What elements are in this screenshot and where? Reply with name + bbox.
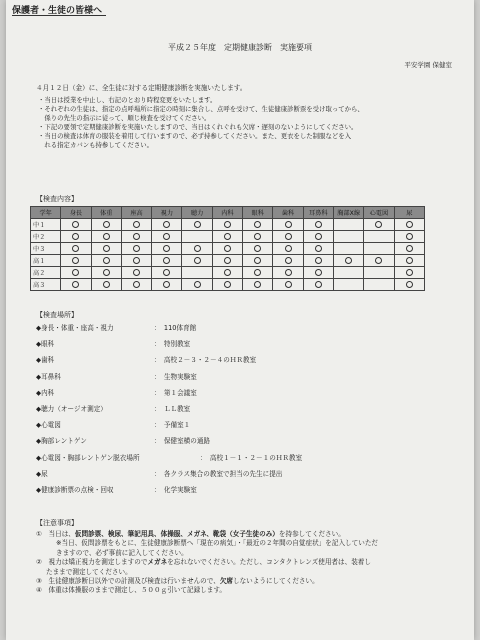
circle-mark-icon [163, 233, 170, 240]
places-list [36, 322, 456, 500]
circle-mark-icon [254, 245, 261, 252]
notes-heading: 【注意事項】 [36, 519, 78, 527]
exam-cell [364, 243, 394, 255]
circle-mark-icon [103, 257, 110, 264]
exam-grade-cell: 中３ [31, 243, 61, 255]
circle-mark-icon [224, 269, 231, 276]
exam-grade-cell: 中１ [31, 219, 61, 231]
intro-line: ・それぞれの生徒は、指定の点呼場所に指定の時刻に集合し、点呼を受けて、生徒健康診断票を受け取ってから、 [38, 105, 364, 113]
exam-column-header: 学年 [31, 207, 61, 219]
circle-mark-icon [194, 281, 201, 288]
salutation-underline [12, 15, 106, 16]
exam-cell [121, 243, 151, 255]
exam-cell [303, 255, 333, 267]
exam-row [31, 231, 425, 243]
exam-cell [303, 219, 333, 231]
exam-cell [394, 255, 424, 267]
circle-mark-icon [254, 257, 261, 264]
exam-row [31, 267, 425, 279]
exam-heading: 【検査内容】 [36, 195, 78, 203]
place-item-name: ◆心電図・胸部レントゲン脱衣場所 [36, 453, 140, 462]
circle-mark-icon [133, 245, 140, 252]
exam-cell [91, 255, 121, 267]
exam-column-header: 視力 [152, 207, 182, 219]
exam-cell [152, 219, 182, 231]
circle-mark-icon [133, 269, 140, 276]
place-item-name: ◆聴力（オージオ測定） [36, 404, 107, 413]
exam-column-header: 体重 [91, 207, 121, 219]
circle-mark-icon [194, 245, 201, 252]
exam-cell [273, 267, 303, 279]
place-row [36, 338, 456, 354]
exam-cell [61, 267, 91, 279]
intro-line: ・当日は授業を中止し、右記のとおり時程変更をいたします。 [38, 96, 217, 104]
exam-cell [152, 231, 182, 243]
exam-column-header: 歯科 [273, 207, 303, 219]
place-item-name: ◆健康診断票の点検・回収 [36, 485, 114, 494]
place-item-name: ◆内科 [36, 388, 55, 397]
circle-mark-icon [406, 257, 413, 264]
circle-mark-icon [285, 221, 292, 228]
exam-column-header: 尿 [394, 207, 424, 219]
place-location: ： 第１会議室 [154, 388, 197, 397]
circle-mark-icon [315, 221, 322, 228]
circle-mark-icon [103, 281, 110, 288]
place-item-name: ◆身長・体重・座高・視力 [36, 324, 114, 332]
exam-cell [182, 267, 212, 279]
exam-cell [243, 243, 273, 255]
place-location: ： 予備室１ [154, 421, 191, 430]
circle-mark-icon [224, 233, 231, 240]
exam-column-header: 聴力 [182, 207, 212, 219]
exam-table-header-row [31, 207, 425, 219]
exam-cell [394, 243, 424, 255]
exam-column-header: 内科 [212, 207, 242, 219]
exam-column-header: 胸部X線 [333, 207, 363, 219]
place-row [36, 452, 456, 468]
circle-mark-icon [285, 281, 292, 288]
circle-mark-icon [285, 233, 292, 240]
circle-mark-icon [406, 221, 413, 228]
place-item-name: ◆眼科 [36, 340, 55, 349]
place-row [36, 354, 456, 370]
exam-cell [394, 231, 424, 243]
circle-mark-icon [285, 245, 292, 252]
place-location: ： 高校２－３・２－４のＨＲ教室 [154, 356, 257, 365]
exam-cell [212, 267, 242, 279]
circle-mark-icon [72, 257, 79, 264]
circle-mark-icon [375, 257, 382, 264]
document-title: 平成２５年度 定期健康診断 実施要項 [168, 43, 312, 52]
exam-cell [91, 243, 121, 255]
exam-cell [121, 279, 151, 291]
circle-mark-icon [224, 257, 231, 264]
place-item-name: ◆胸部レントゲン [36, 437, 87, 446]
exam-cell [91, 219, 121, 231]
circle-mark-icon [406, 233, 413, 240]
salutation: 保護者・生徒の皆様へ [12, 6, 103, 16]
exam-cell [212, 219, 242, 231]
exam-table [30, 206, 425, 291]
exam-cell [333, 219, 363, 231]
place-row [36, 403, 456, 419]
exam-cell [61, 255, 91, 267]
exam-cell [394, 267, 424, 279]
circle-mark-icon [224, 221, 231, 228]
circle-mark-icon [163, 245, 170, 252]
exam-cell [121, 231, 151, 243]
exam-cell [121, 255, 151, 267]
exam-cell [212, 255, 242, 267]
note-1-sub: きますので、必ず事前に記入してください。 [56, 548, 188, 557]
exam-cell [182, 219, 212, 231]
exam-cell [333, 255, 363, 267]
note-2-emphasis: メガネ [147, 558, 168, 567]
place-row [36, 371, 456, 387]
place-row [36, 419, 456, 435]
circle-mark-icon [315, 257, 322, 264]
exam-cell [303, 231, 333, 243]
exam-cell [303, 267, 333, 279]
exam-cell [394, 279, 424, 291]
intro-line: ・下記の要領で定期健康診断を実施いたしますので、当日はくれぐれも欠席・遅刻のないようにしてください。 [38, 123, 358, 131]
circle-mark-icon [254, 221, 261, 228]
note-1-emphasis: 仮問診票、検尿、筆記用具、体操服、メガネ、靴袋（女子生徒のみ） [74, 530, 279, 538]
circle-mark-icon [224, 245, 231, 252]
exam-cell [333, 267, 363, 279]
circle-mark-icon [133, 257, 140, 264]
circle-mark-icon [285, 257, 292, 264]
place-location: ： ＬＬ教室 [154, 404, 191, 413]
place-item-name: ◆歯科 [36, 356, 55, 365]
exam-row [31, 243, 425, 255]
place-location: ： 110体育館 [154, 324, 197, 332]
exam-cell [212, 231, 242, 243]
exam-column-header: 心電図 [364, 207, 394, 219]
place-item-name: ◆耳鼻科 [36, 372, 61, 381]
circle-mark-icon [133, 233, 140, 240]
intro-block [38, 96, 364, 150]
place-location: ： 特別教室 [154, 340, 191, 349]
exam-cell [333, 231, 363, 243]
place-location: ： 生物実験室 [154, 372, 197, 381]
circle-mark-icon [163, 281, 170, 288]
exam-column-header: 眼科 [243, 207, 273, 219]
intro-line: 係りの先生の指示に従って、順じ検査を受けてください。 [38, 114, 211, 122]
intro-line: ・当日の検査は体育の服装を着用して行いますので、必ず持参してください。また、更衣をした制服などを入 [38, 132, 352, 140]
exam-cell [273, 255, 303, 267]
circle-mark-icon [103, 221, 110, 228]
exam-cell [333, 243, 363, 255]
circle-mark-icon [315, 233, 322, 240]
exam-cell [182, 279, 212, 291]
exam-row [31, 219, 425, 231]
exam-cell [182, 243, 212, 255]
place-location: ： 化学実験室 [154, 485, 197, 494]
circle-mark-icon [72, 269, 79, 276]
exam-cell [121, 219, 151, 231]
circle-mark-icon [103, 233, 110, 240]
exam-cell [212, 243, 242, 255]
exam-cell [243, 255, 273, 267]
exam-cell [243, 219, 273, 231]
circle-mark-icon [72, 281, 79, 288]
note-3: ③ 生徒健康診断日以外での計測及び検査は行いませんので、欠席しないようにしてください。 [36, 577, 319, 586]
circle-mark-icon [406, 245, 413, 252]
exam-cell [273, 231, 303, 243]
exam-cell [61, 231, 91, 243]
note-4: ④ 体重は体操服のままで測定し、５００ｇ引いて記録します。 [36, 586, 227, 595]
exam-cell [152, 267, 182, 279]
exam-cell [333, 279, 363, 291]
circle-mark-icon [224, 281, 231, 288]
circle-mark-icon [315, 281, 322, 288]
exam-cell [364, 231, 394, 243]
exam-cell [273, 243, 303, 255]
circle-mark-icon [375, 221, 382, 228]
place-row [36, 322, 456, 338]
place-location: ： 高校１－１・２－１のＨＲ教室 [200, 453, 303, 462]
issuer: 平安学園 保健室 [404, 61, 452, 69]
circle-mark-icon [72, 233, 79, 240]
note-1-sub: ※当日、仮問診票をもとに、生徒健康診断票へ「現在の病気」・「最近の２年間の自覚症状」を記入していただ [56, 539, 379, 548]
exam-cell [303, 243, 333, 255]
circle-mark-icon [133, 221, 140, 228]
exam-cell [364, 255, 394, 267]
place-item-name: ◆心電図 [36, 421, 61, 430]
exam-cell [243, 279, 273, 291]
exam-cell [61, 279, 91, 291]
note-3-emphasis: 欠席 [219, 577, 233, 586]
exam-row [31, 279, 425, 291]
exam-cell [182, 231, 212, 243]
exam-grade-cell: 高２ [31, 267, 61, 279]
circle-mark-icon [194, 257, 201, 264]
note-2: ② 視力は矯正視力を測定しますのでメガネを忘れないでください。ただし、コンタクトレンズ使用者は、装着し [36, 558, 371, 567]
exam-cell [212, 279, 242, 291]
exam-table-body [31, 219, 425, 291]
circle-mark-icon [315, 269, 322, 276]
exam-cell [364, 279, 394, 291]
exam-cell [243, 267, 273, 279]
intro-line: れる指定カバンも持参してください。 [38, 141, 154, 149]
circle-mark-icon [285, 269, 292, 276]
circle-mark-icon [345, 257, 352, 264]
circle-mark-icon [163, 221, 170, 228]
place-location: ： 各クラス集合の教室で担当の先生に提出 [154, 469, 283, 478]
circle-mark-icon [72, 221, 79, 228]
exam-cell [273, 279, 303, 291]
document-page [6, 0, 474, 640]
circle-mark-icon [315, 245, 322, 252]
circle-mark-icon [406, 281, 413, 288]
places-heading: 【検査場所】 [36, 311, 78, 319]
circle-mark-icon [406, 269, 413, 276]
place-row [36, 468, 456, 484]
place-row [36, 484, 456, 500]
exam-cell [61, 243, 91, 255]
notes-list [36, 530, 474, 596]
exam-column-header: 座高 [121, 207, 151, 219]
exam-cell [364, 219, 394, 231]
exam-row [31, 255, 425, 267]
exam-cell [273, 219, 303, 231]
exam-cell [91, 231, 121, 243]
exam-column-header: 身長 [61, 207, 91, 219]
exam-grade-cell: 中２ [31, 231, 61, 243]
exam-cell [61, 219, 91, 231]
place-item-name: ◆尿 [36, 469, 48, 478]
place-row [36, 435, 456, 451]
note-1: ① 当日は、仮問診票、検尿、筆記用具、体操服、メガネ、靴袋（女子生徒のみ）を持参してください。 [36, 530, 345, 538]
exam-grade-cell: 高１ [31, 255, 61, 267]
circle-mark-icon [254, 233, 261, 240]
exam-cell [91, 279, 121, 291]
circle-mark-icon [133, 281, 140, 288]
exam-cell [152, 255, 182, 267]
circle-mark-icon [163, 257, 170, 264]
exam-cell [394, 219, 424, 231]
circle-mark-icon [254, 281, 261, 288]
exam-cell [182, 255, 212, 267]
place-location: ： 保健室横の通路 [154, 437, 211, 446]
exam-cell [152, 279, 182, 291]
exam-cell [152, 243, 182, 255]
circle-mark-icon [103, 245, 110, 252]
exam-cell [303, 279, 333, 291]
circle-mark-icon [194, 221, 201, 228]
exam-cell [364, 267, 394, 279]
place-row [36, 387, 456, 403]
exam-grade-cell: 高３ [31, 279, 61, 291]
circle-mark-icon [254, 269, 261, 276]
exam-cell [121, 267, 151, 279]
date-line: ４月１２日（金）に、全生徒に対する定期健康診断を実施いたします。 [36, 84, 247, 92]
circle-mark-icon [72, 245, 79, 252]
note-2-sub: たままで測定してください。 [46, 567, 132, 576]
circle-mark-icon [163, 269, 170, 276]
circle-mark-icon [103, 269, 110, 276]
exam-cell [243, 231, 273, 243]
exam-column-header: 耳鼻科 [303, 207, 333, 219]
exam-cell [91, 267, 121, 279]
